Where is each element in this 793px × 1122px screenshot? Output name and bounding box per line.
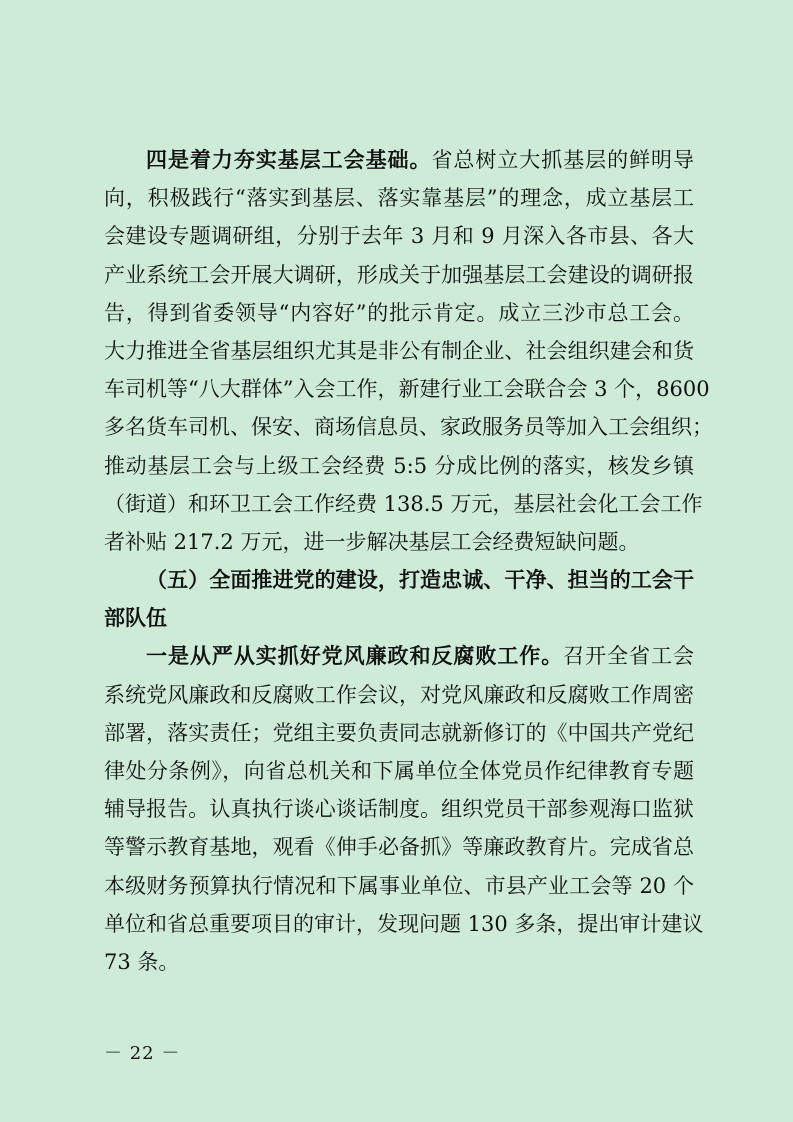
- page-number: － 22 －: [104, 1043, 181, 1064]
- paragraph-1-line-10: （街道）和环卫工会工作经费 138.5 万元，基层社会化工会工作: [104, 491, 703, 516]
- paragraph-1-line-9: 推动基层工会与上级工会经费 5:5 分成比例的落实，核发乡镇: [104, 453, 694, 478]
- paragraph-1-line-3: 会建设专题调研组，分别于去年 3 月和 9 月深入各市县、各大: [104, 224, 694, 249]
- paragraph-1-line-5: 告，得到省委领导“内容好”的批示肯定。成立三沙市总工会。: [104, 300, 694, 325]
- paragraph-2-line-9: 73 条。: [104, 949, 180, 974]
- section-heading-line-2: 部队伍: [104, 606, 167, 631]
- paragraph-1-line-4: 产业系统工会开展大调研，形成关于加强基层工会建设的调研报: [104, 262, 694, 287]
- paragraph-2-line-3: 部署，落实责任；党组主要负责同志就新修订的《中国共产党纪: [104, 720, 694, 745]
- paragraph-1-line-11: 者补贴 217.2 万元，进一步解决基层工会经费短缺问题。: [104, 529, 640, 554]
- paragraph-2-line-5: 辅导报告。认真执行谈心谈话制度。组织党员干部参观海口监狱: [104, 797, 694, 822]
- paragraph-1-lead: 四是着力夯实基层工会基础。: [146, 147, 432, 172]
- paragraph-1-line-7: 车司机等“八大群体”入会工作，新建行业工会联合会 3 个，8600: [104, 377, 710, 402]
- paragraph-1-line-8: 多名货车司机、保安、商场信息员、家政服务员等加入工会组织；: [104, 415, 713, 440]
- paragraph-2-line-2: 系统党风廉政和反腐败工作会议，对党风廉政和反腐败工作周密: [104, 682, 694, 707]
- paragraph-1-text: 省总树立大抓基层的鲜明导: [431, 148, 695, 172]
- body-text: [104, 141, 713, 981]
- paragraph-2-line-4: 律处分条例》，向省总机关和下属单位全体党员作纪律教育专题: [104, 759, 694, 783]
- paragraph-1-line-2: 向，积极践行“落实到基层、落实靠基层”的理念，成立基层工: [104, 186, 694, 211]
- paragraph-2-line-8: 单位和省总重要项目的审计，发现问题 130 多条，提出审计建议: [104, 911, 704, 936]
- paragraph-2-text: 召开全省工会: [563, 644, 695, 669]
- paragraph-2-line-6: 等警示教育基地，观看《伸手必备抓》等廉政教育片。完成省总: [104, 835, 694, 860]
- paragraph-1-line-6: 大力推进全省基层组织尤其是非公有制企业、社会组织建会和货: [104, 338, 694, 363]
- paragraph-2-line-1: [104, 637, 694, 675]
- paragraph-2-line-7: 本级财务预算执行情况和下属事业单位、市县产业工会等 20 个: [104, 873, 694, 898]
- section-heading-line-1: （五）全面推进党的建设，打造忠诚、干净、担当的工会干: [146, 568, 694, 593]
- paragraph-1-line-1: [104, 141, 694, 179]
- paragraph-2-lead: 一是从严从实抓好党风廉政和反腐败工作。: [146, 643, 564, 669]
